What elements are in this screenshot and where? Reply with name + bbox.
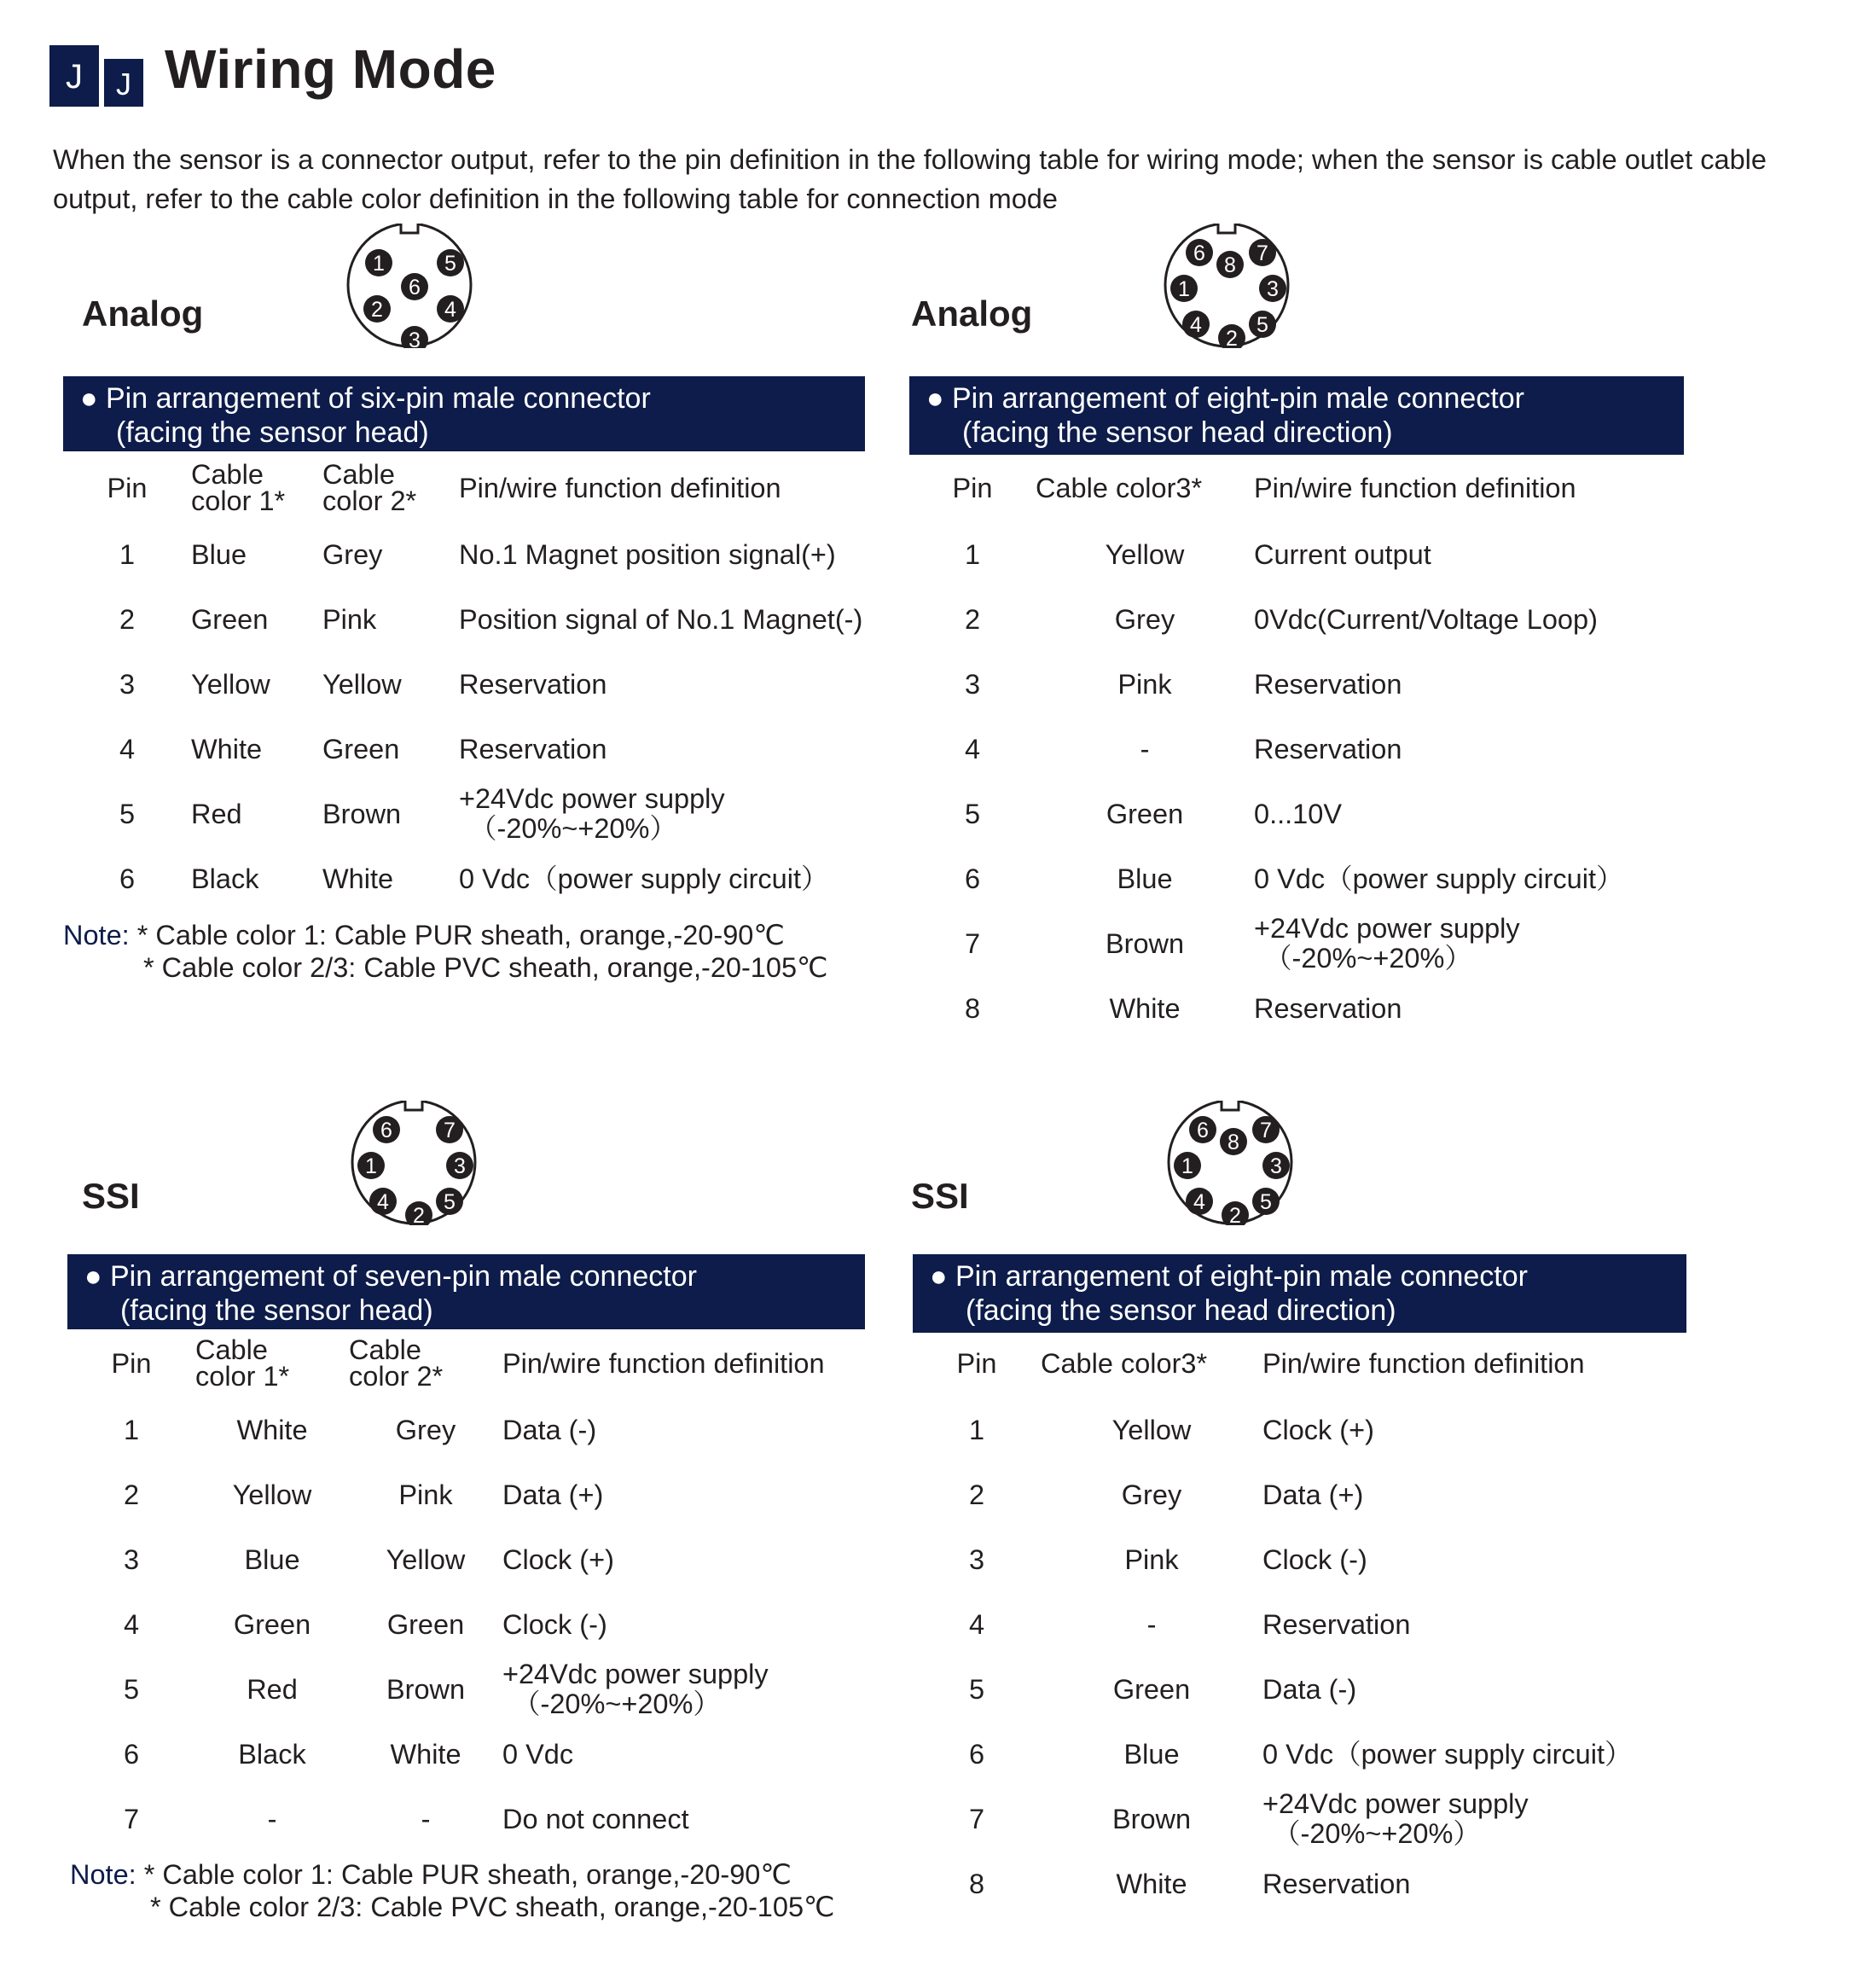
cell-pin: 8 bbox=[964, 992, 981, 1024]
connector-pin-label: 1 bbox=[1181, 1154, 1193, 1178]
brand-logo bbox=[49, 45, 143, 107]
table-row bbox=[909, 846, 1684, 911]
column-header-cable-color-2: Cable color 2* bbox=[349, 1334, 444, 1392]
cell-pin: 7 bbox=[964, 927, 981, 959]
banner-subtitle: (facing the sensor head direction) bbox=[966, 1294, 1396, 1327]
connector-pin-label: 7 bbox=[444, 1119, 456, 1142]
cell-pin: 1 bbox=[123, 1414, 140, 1445]
six-pin-connector-diagram bbox=[345, 218, 474, 348]
connector-7pin-icon bbox=[349, 1096, 479, 1225]
cell-func: +24Vdc power supply （-20%~+20%） bbox=[1262, 1788, 1529, 1849]
banner-analog-8pin bbox=[909, 376, 1684, 455]
cell-c1: Green bbox=[191, 603, 269, 635]
note-line-1: * Cable color 1: Cable PUR sheath, orange,-20-90℃ bbox=[136, 920, 785, 950]
cell-func: 0 Vdc（power supply circuit） bbox=[459, 863, 829, 894]
table-row bbox=[913, 1787, 1686, 1851]
connector-pin-label: 6 bbox=[1197, 1119, 1209, 1142]
table-row bbox=[909, 782, 1684, 846]
cell-c2: Grey bbox=[395, 1414, 456, 1445]
cell-func: 0 Vdc bbox=[502, 1738, 574, 1770]
cell-c3: - bbox=[1146, 1608, 1157, 1640]
connector-pin-label: 2 bbox=[371, 298, 383, 322]
connector-pin-label: 5 bbox=[444, 252, 456, 276]
cell-pin: 4 bbox=[123, 1608, 140, 1640]
column-header-cable-color-3: Cable color3* bbox=[1036, 472, 1203, 503]
table-row bbox=[63, 846, 865, 911]
connector-8pin-icon bbox=[1165, 1096, 1295, 1225]
cell-c2: Yellow bbox=[322, 668, 402, 700]
connector-pin-label: 1 bbox=[373, 252, 385, 276]
table-row bbox=[913, 1398, 1686, 1462]
cell-func: Reservation bbox=[1254, 733, 1402, 764]
connector-pin-label: 6 bbox=[380, 1119, 392, 1142]
table-row bbox=[913, 1851, 1686, 1916]
table-row bbox=[909, 522, 1684, 587]
seven-pin-connector-diagram bbox=[349, 1096, 479, 1225]
cell-c3: - bbox=[1140, 733, 1150, 764]
cell-pin: 4 bbox=[119, 733, 136, 764]
cell-func: 0 Vdc（power supply circuit） bbox=[1262, 1738, 1633, 1770]
column-header-cable-color-1: Cable color 1* bbox=[195, 1334, 290, 1392]
note-label: Note: bbox=[70, 1859, 136, 1890]
banner-ssi-7pin bbox=[67, 1254, 865, 1329]
note-ssi-7pin bbox=[70, 1858, 835, 1923]
table-row bbox=[67, 1657, 865, 1722]
cell-pin: 3 bbox=[968, 1543, 985, 1575]
table-row bbox=[913, 1592, 1686, 1657]
table-row bbox=[63, 522, 865, 587]
table-row bbox=[63, 652, 865, 717]
cell-c2: Pink bbox=[322, 603, 377, 635]
cell-pin: 6 bbox=[968, 1738, 985, 1770]
cell-func: Current output bbox=[1254, 538, 1431, 570]
table-row bbox=[63, 717, 865, 782]
cell-func: 0...10V bbox=[1254, 798, 1342, 829]
cell-func: Reservation bbox=[459, 733, 607, 764]
cell-c2: Grey bbox=[322, 538, 383, 570]
table-row bbox=[913, 1462, 1686, 1527]
banner-subtitle: (facing the sensor head) bbox=[120, 1294, 433, 1327]
column-header-pin: Pin bbox=[952, 472, 993, 503]
cell-c1: Black bbox=[238, 1738, 306, 1770]
table-row bbox=[67, 1398, 865, 1462]
connector-pin-label: 8 bbox=[1224, 253, 1236, 277]
bullet-icon: ● bbox=[84, 1260, 102, 1293]
cell-c3: Blue bbox=[1123, 1738, 1180, 1770]
connector-pin-label: 4 bbox=[377, 1190, 389, 1214]
connector-pin-label: 2 bbox=[1226, 327, 1238, 348]
cell-c1: Red bbox=[191, 798, 242, 829]
note-line-1: * Cable color 1: Cable PUR sheath, orange,-20-90℃ bbox=[143, 1859, 792, 1890]
cell-pin: 2 bbox=[964, 603, 981, 635]
cell-c1: Blue bbox=[191, 538, 247, 570]
cell-pin: 7 bbox=[123, 1803, 140, 1834]
cell-func: +24Vdc power supply （-20%~+20%） bbox=[459, 783, 725, 844]
page-title: Wiring Mode bbox=[165, 38, 496, 100]
table-row bbox=[909, 587, 1684, 652]
cell-func: Data (-) bbox=[1262, 1673, 1357, 1705]
cell-c3: Brown bbox=[1111, 1803, 1192, 1834]
cell-c2: - bbox=[421, 1803, 431, 1834]
cell-pin: 2 bbox=[123, 1479, 140, 1510]
table-row bbox=[909, 911, 1684, 976]
cell-c3: White bbox=[1116, 1868, 1187, 1899]
connector-pin-label: 4 bbox=[1193, 1190, 1205, 1214]
cell-c1: White bbox=[236, 1414, 308, 1445]
cell-func: Clock (-) bbox=[1262, 1543, 1367, 1575]
connector-pin-label: 6 bbox=[1193, 241, 1205, 265]
column-header-function: Pin/wire function definition bbox=[1254, 472, 1576, 503]
eight-pin-connector-diagram bbox=[1162, 218, 1291, 348]
cell-c3: Grey bbox=[1114, 603, 1175, 635]
connector-pin-label: 5 bbox=[1260, 1190, 1272, 1214]
section-title-ssi-7pin: SSI bbox=[82, 1176, 140, 1216]
bullet-icon: ● bbox=[930, 1260, 948, 1293]
cell-pin: 5 bbox=[123, 1673, 140, 1705]
cell-pin: 1 bbox=[968, 1414, 985, 1445]
table-row bbox=[67, 1787, 865, 1851]
cell-func: Reservation bbox=[1254, 992, 1402, 1024]
bullet-icon: ● bbox=[80, 382, 98, 415]
table-row bbox=[909, 717, 1684, 782]
cell-c2: Brown bbox=[386, 1673, 466, 1705]
cell-c3: Yellow bbox=[1105, 538, 1185, 570]
logo-letter-1: J bbox=[66, 58, 83, 96]
connector-pin-label: 8 bbox=[1227, 1131, 1239, 1154]
table-header-row bbox=[63, 454, 865, 522]
cell-c1: Yellow bbox=[232, 1479, 312, 1510]
cell-pin: 5 bbox=[968, 1673, 985, 1705]
cell-c1: White bbox=[191, 733, 263, 764]
logo-letter-2: J bbox=[116, 67, 131, 102]
column-header-function: Pin/wire function definition bbox=[502, 1347, 825, 1379]
connector-6pin-icon bbox=[345, 218, 474, 348]
cell-pin: 8 bbox=[968, 1868, 985, 1899]
note-line-2: * Cable color 2/3: Cable PVC sheath, orange,-20-105℃ bbox=[143, 952, 828, 983]
column-header-cable-color-1: Cable color 1* bbox=[191, 459, 286, 516]
cell-pin: 2 bbox=[119, 603, 136, 635]
cell-c3: Pink bbox=[1117, 668, 1172, 700]
cell-c2: Brown bbox=[322, 798, 402, 829]
column-header-function: Pin/wire function definition bbox=[459, 472, 781, 503]
cell-func: Position signal of No.1 Magnet(-) bbox=[459, 603, 863, 635]
cell-pin: 3 bbox=[119, 668, 136, 700]
note-analog-6pin bbox=[63, 919, 828, 984]
banner-subtitle: (facing the sensor head) bbox=[116, 416, 429, 449]
cell-c1: Green bbox=[233, 1608, 311, 1640]
connector-pin-label: 2 bbox=[1229, 1204, 1241, 1225]
cell-c3: Green bbox=[1112, 1673, 1191, 1705]
cell-pin: 6 bbox=[964, 863, 981, 894]
table-header-row bbox=[909, 454, 1684, 522]
connector-pin-label: 1 bbox=[1178, 277, 1190, 301]
cell-pin: 5 bbox=[119, 798, 136, 829]
cell-func: Clock (-) bbox=[502, 1608, 607, 1640]
banner-title: Pin arrangement of eight-pin male connector bbox=[952, 382, 1524, 415]
cell-c2: Green bbox=[322, 733, 400, 764]
table-header-row bbox=[67, 1329, 865, 1398]
cell-func: Do not connect bbox=[502, 1803, 689, 1834]
connector-pin-label: 6 bbox=[409, 276, 421, 299]
cell-c3: Pink bbox=[1124, 1543, 1179, 1575]
cell-c2: Green bbox=[386, 1608, 465, 1640]
column-header-pin: Pin bbox=[956, 1347, 997, 1379]
column-header-cable-color-3: Cable color3* bbox=[1041, 1347, 1208, 1379]
connector-pin-label: 4 bbox=[444, 298, 456, 322]
cell-c3: Grey bbox=[1121, 1479, 1182, 1510]
table-row bbox=[909, 652, 1684, 717]
cell-c2: Pink bbox=[398, 1479, 453, 1510]
connector-pin-label: 4 bbox=[1190, 313, 1202, 337]
banner-ssi-8pin bbox=[913, 1254, 1686, 1333]
cell-func: Data (-) bbox=[502, 1414, 597, 1445]
brand-logo-icon bbox=[49, 45, 143, 107]
cell-pin: 4 bbox=[968, 1608, 985, 1640]
table-row bbox=[913, 1657, 1686, 1722]
table-row bbox=[913, 1527, 1686, 1592]
cell-pin: 6 bbox=[119, 863, 136, 894]
connector-pin-label: 1 bbox=[365, 1154, 377, 1178]
banner-title: Pin arrangement of eight-pin male connector bbox=[955, 1260, 1528, 1293]
cell-func: 0 Vdc（power supply circuit） bbox=[1254, 863, 1624, 894]
cell-func: No.1 Magnet position signal(+) bbox=[459, 538, 836, 570]
note-line-2: * Cable color 2/3: Cable PVC sheath, orange,-20-105℃ bbox=[150, 1892, 835, 1922]
cell-func: Clock (+) bbox=[1262, 1414, 1374, 1445]
table-row bbox=[913, 1722, 1686, 1787]
cell-c1: Red bbox=[247, 1673, 298, 1705]
cell-func: Reservation bbox=[1262, 1868, 1411, 1899]
table-row bbox=[63, 782, 865, 846]
connector-pin-label: 3 bbox=[409, 328, 421, 348]
cell-pin: 1 bbox=[119, 538, 136, 570]
eight-pin-connector-diagram-ssi bbox=[1165, 1096, 1295, 1225]
cell-pin: 3 bbox=[123, 1543, 140, 1575]
cell-c3: Green bbox=[1106, 798, 1184, 829]
connector-pin-label: 5 bbox=[1257, 313, 1268, 337]
pin-table-analog-6pin bbox=[63, 454, 865, 911]
cell-func: +24Vdc power supply （-20%~+20%） bbox=[1254, 913, 1520, 974]
column-header-function: Pin/wire function definition bbox=[1262, 1347, 1585, 1379]
cell-c3: Yellow bbox=[1111, 1414, 1192, 1445]
cell-c2: White bbox=[322, 863, 394, 894]
pin-table-ssi-8pin bbox=[913, 1329, 1686, 1916]
section-title-analog-8pin: Analog bbox=[911, 294, 1033, 334]
connector-8pin-icon bbox=[1162, 218, 1291, 348]
column-header-pin: Pin bbox=[107, 472, 148, 503]
cell-pin: 1 bbox=[964, 538, 981, 570]
banner-subtitle: (facing the sensor head direction) bbox=[962, 416, 1393, 449]
cell-func: Reservation bbox=[1262, 1608, 1411, 1640]
banner-analog-6pin bbox=[63, 376, 865, 451]
connector-pin-label: 7 bbox=[1260, 1119, 1272, 1142]
cell-c1: Yellow bbox=[191, 668, 270, 700]
cell-func: +24Vdc power supply （-20%~+20%） bbox=[502, 1659, 769, 1719]
cell-pin: 2 bbox=[968, 1479, 985, 1510]
note-label: Note: bbox=[63, 920, 130, 950]
intro-paragraph: When the sensor is a connector output, refer to the pin definition in the following table for wiring mode; when the sensor is cable outlet cable output, refer to the cable color definition in the following table for connection mode bbox=[53, 144, 1767, 214]
banner-title: Pin arrangement of seven-pin male connector bbox=[110, 1260, 697, 1293]
cell-c1: - bbox=[267, 1803, 277, 1834]
cell-func: Reservation bbox=[1254, 668, 1402, 700]
cell-pin: 6 bbox=[123, 1738, 140, 1770]
table-row bbox=[63, 587, 865, 652]
cell-c1: Black bbox=[191, 863, 259, 894]
connector-pin-label: 3 bbox=[1267, 277, 1279, 301]
connector-pin-label: 3 bbox=[1270, 1154, 1282, 1178]
section-title-analog-6pin: Analog bbox=[82, 294, 204, 334]
table-row bbox=[67, 1722, 865, 1787]
table-row bbox=[909, 976, 1684, 1041]
connector-pin-label: 7 bbox=[1257, 241, 1268, 265]
column-header-pin: Pin bbox=[111, 1347, 152, 1379]
cell-func: 0Vdc(Current/Voltage Loop) bbox=[1254, 603, 1598, 635]
cell-c1: Blue bbox=[244, 1543, 300, 1575]
cell-pin: 5 bbox=[964, 798, 981, 829]
cell-c2: Yellow bbox=[386, 1543, 466, 1575]
cell-c3: White bbox=[1109, 992, 1181, 1024]
connector-pin-label: 3 bbox=[454, 1154, 466, 1178]
cell-func: Reservation bbox=[459, 668, 607, 700]
connector-pin-label: 2 bbox=[413, 1204, 425, 1225]
table-row bbox=[67, 1527, 865, 1592]
banner-title: Pin arrangement of six-pin male connector bbox=[106, 382, 651, 415]
pin-table-ssi-7pin bbox=[67, 1329, 865, 1851]
column-header-cable-color-2: Cable color 2* bbox=[322, 459, 417, 516]
cell-c2: White bbox=[390, 1738, 461, 1770]
pin-table-analog-8pin bbox=[909, 454, 1684, 1041]
bullet-icon: ● bbox=[926, 382, 944, 415]
cell-c3: Blue bbox=[1117, 863, 1173, 894]
table-row bbox=[67, 1462, 865, 1527]
cell-c3: Brown bbox=[1105, 927, 1185, 959]
section-title-ssi-8pin: SSI bbox=[911, 1176, 969, 1216]
table-row bbox=[67, 1592, 865, 1657]
cell-func: Data (+) bbox=[1262, 1479, 1364, 1510]
cell-func: Clock (+) bbox=[502, 1543, 614, 1575]
cell-pin: 3 bbox=[964, 668, 981, 700]
cell-pin: 4 bbox=[964, 733, 981, 764]
table-header-row bbox=[913, 1329, 1686, 1398]
cell-func: Data (+) bbox=[502, 1479, 604, 1510]
cell-pin: 7 bbox=[968, 1803, 985, 1834]
connector-pin-label: 5 bbox=[444, 1190, 456, 1214]
